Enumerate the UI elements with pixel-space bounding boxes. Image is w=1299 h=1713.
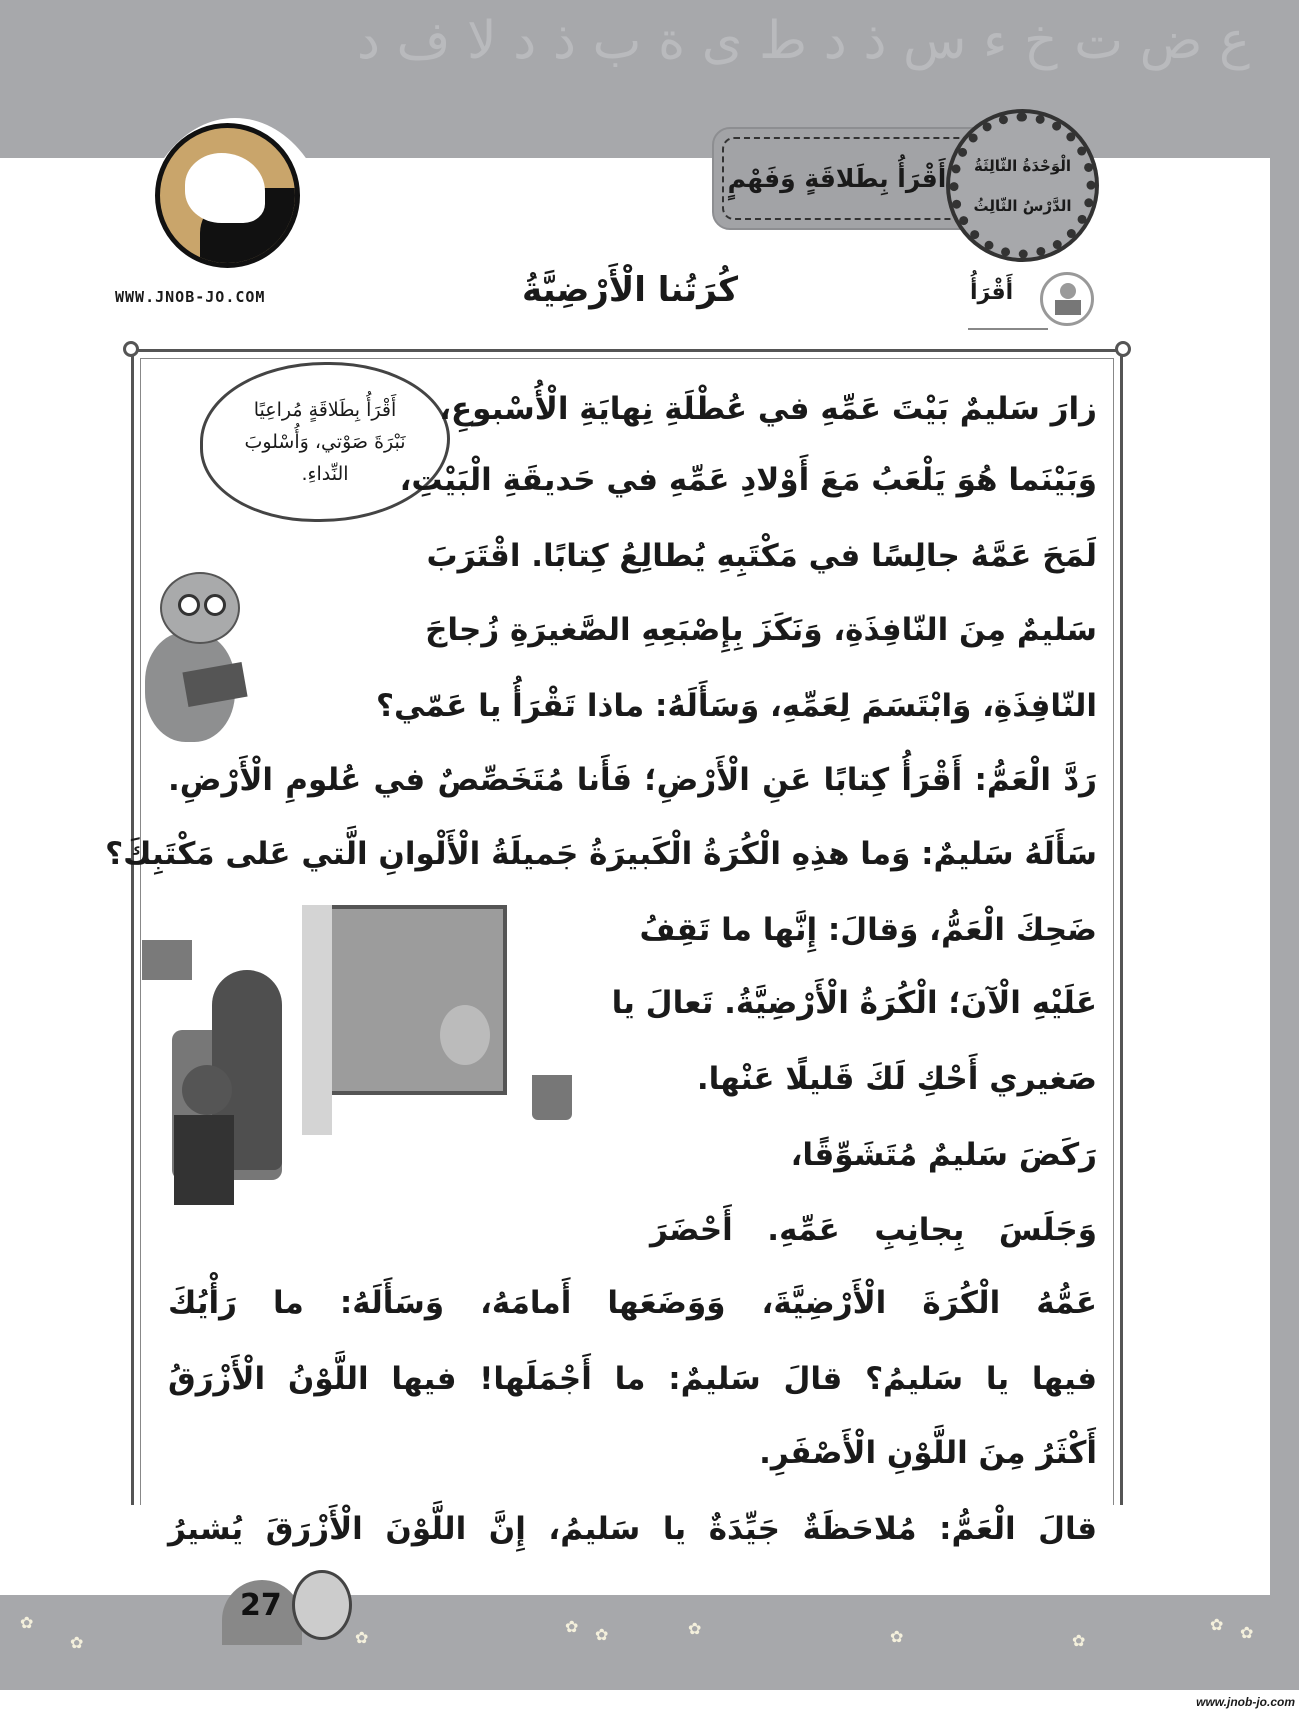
unit-label: الْوَحْدَةُ الثّالِثَةُ [973,156,1072,175]
story-line: أَكْثَرُ مِنَ اللَّوْنِ الْأَصْفَرِ. [759,1435,1097,1471]
bubble-line: النِّداءِ. [301,463,349,485]
bottom-decorative-band [0,1595,1270,1690]
reader-icon [1040,272,1094,326]
bubble-line: أَقْرَأُ بِطَلاقَةٍ مُراعِيًا [253,399,397,421]
eagle-icon [155,123,300,268]
flower-icon: ✿ [20,1613,34,1632]
story-line: رَكَضَ سَليمٌ مُتَشَوِّقًا، [790,1137,1097,1173]
decorative-letters: ع ض ت خ ء س ذ د ط ى ة ب ذ د لا ف د [356,11,1250,71]
story-line: رَدَّ الْعَمُّ: أَقْرَأُ كِتابًا عَنِ الْأَرْضِ؛ فَأَنا مُتَخَصِّصٌ في عُلومِ الْأَرْضِ. [168,762,1097,798]
footer-url: www.jnob-jo.com [1189,1691,1299,1713]
story-line: قالَ الْعَمُّ: مُلاحَظَةٌ جَيِّدَةٌ يا سَليمُ، إِنَّ اللَّوْنَ الْأَزْرَقَ يُشيرُ [168,1511,1097,1547]
flower-icon: ✿ [70,1633,84,1652]
logo-url: WWW.JNOB-JO.COM [115,288,266,306]
story-line: سَأَلَهُ سَليمٌ: وَما هذِهِ الْكُرَةُ الْكَبيرَةُ جَميلَةُ الْأَلْوانِ الَّتي عَلى مَكْتَبِكَ؟ [105,836,1097,872]
uncle-reading-illustration [142,905,612,1210]
divider [968,328,1048,330]
globe-icon [182,1065,232,1115]
story-line: صَغيري أَحْكِ لَكَ قَليلًا عَنْها. [696,1061,1097,1097]
page-number: 27 [240,1588,282,1623]
frame-scroll-ornament [123,341,139,357]
story-line: فيها يا سَليمُ؟ قالَ سَليمٌ: ما أَجْمَلَها! فيها اللَّوْنُ الْأَزْرَقُ [168,1361,1097,1397]
flower-icon: ✿ [355,1628,369,1647]
flower-icon: ✿ [688,1619,702,1638]
right-gray-strip [1270,0,1299,1690]
story-line: سَليمٌ مِنَ النّافِذَةِ، وَنَكَزَ بِإِصْبَعِهِ الصَّغيرَةِ زُجاجَ [425,612,1097,648]
story-line: ضَحِكَ الْعَمُّ، وَقالَ: إِنَّها ما تَقِفُ [639,912,1097,948]
plant-icon [532,1075,572,1120]
unit-lesson-badge [950,113,1095,258]
flower-icon: ✿ [1240,1623,1254,1642]
flower-icon: ✿ [1072,1631,1086,1650]
flower-icon: ✿ [890,1627,904,1646]
turtle-mascot-illustration [140,572,258,752]
section-title: أَقْرَأُ بِطَلاقَةٍ وَفَهْمٍ [727,164,947,193]
story-line: عَمُّهُ الْكُرَةَ الْأَرْضِيَّةَ، وَوَضَعَها أَمامَهُ، وَسَأَلَهُ: ما رَأْيُكَ [168,1285,1097,1321]
story-line: وَبَيْنَما هُوَ يَلْعَبُ مَعَ أَوْلادِ عَمِّهِ في حَديقَةِ الْبَيْتِ، [399,462,1097,498]
lesson-label: الدَّرْسُ الثّالِثُ [973,196,1072,215]
story-line: لَمَحَ عَمَّهُ جالِسًا في مَكْتَبِهِ يُطالِعُ كِتابًا. اقْتَرَبَ [426,538,1097,574]
story-line: زارَ سَليمٌ بَيْتَ عَمِّهِ في عُطْلَةِ نِهايَةِ الْأُسْبوعِ، [439,391,1097,427]
story-line: وَجَلَسَ بِجانِبِ عَمِّهِ. أَحْضَرَ [650,1212,1097,1248]
flower-icon: ✿ [1210,1615,1224,1634]
flower-icon: ✿ [565,1617,579,1636]
frame-scroll-ornament [1115,341,1131,357]
read-label: أَقْرَأُ [970,280,1014,305]
story-line: النّافِذَةِ، وَابْتَسَمَ لِعَمِّهِ، وَسَأَلَهُ: ماذا تَقْرَأُ يا عَمّي؟ [376,688,1097,724]
site-logo [115,118,330,358]
story-line: عَلَيْهِ الْآنَ؛ الْكُرَةُ الْأَرْضِيَّةُ. تَعالَ يا [611,985,1097,1021]
page-number-mascot [222,1570,342,1660]
story-title: كُرَتُنا الْأَرْضِيَّةُ [521,270,739,310]
flower-icon: ✿ [595,1625,609,1644]
bubble-line: نَبْرَةَ صَوْتي، وَأُسْلوبَ [244,431,406,453]
